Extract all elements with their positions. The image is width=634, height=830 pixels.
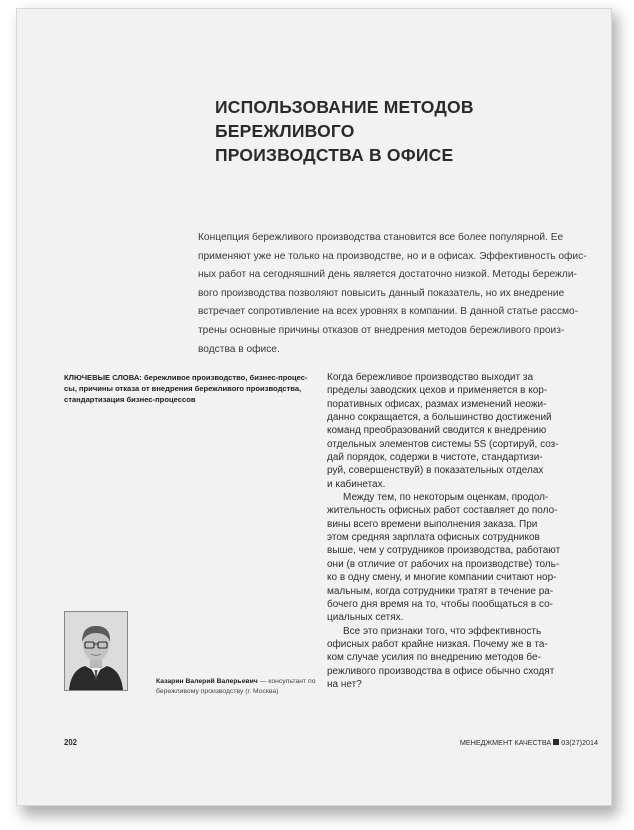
abstract-line: Концепция бережливого производства становится все более популярной. Ее [198,232,564,243]
body-line: Между тем, по некоторым оценкам, продол- [343,492,549,504]
body-line: офисных работ крайне низкая. Почему же в та- [327,638,548,650]
keywords-line: стандартизация бизнес-процессов [64,395,196,404]
square-icon [553,739,559,745]
keywords-line: КЛЮЧЕВЫЕ СЛОВА: бережливое производство, бизнес-процес- [64,373,308,382]
body-line: вины всего времени выполнения заказа. При [327,518,538,530]
body-line: режливого производства в офисе обычно сходят [327,665,555,677]
body-line: дай порядок, содержи в чистоте, стандартизи- [327,452,543,464]
abstract-line: вого производства позволяют повысить данный показатель, но их внедрение [198,287,565,299]
body-line: и кабинетах. [327,478,386,490]
body-line: на нет? [327,678,362,690]
author-caption [156,677,326,697]
body-line: жительность офисных работ составляет до поло- [327,505,558,517]
abstract-line: применяют уже не только на производстве, но и в офисах. Эффективность офис- [198,250,587,262]
article-title [215,95,595,167]
journal-name: МЕНЕДЖМЕНТ КАЧЕСТВА [459,738,552,747]
author-name: Казарин Валерий Валерьевич [156,678,258,685]
body-line: отдельных элементов системы 5S (сортируй, соз- [327,438,559,450]
body-line: данно сокращается, а большинство достижений [327,412,552,424]
abstract-line: встречает сопротивление на всех уровнях в компании. В данной статье рассмо- [198,306,579,318]
journal-footer [460,738,598,747]
body-line: пределы заводских цехов и применяется в кор- [327,385,548,397]
body-line: они (в отличие от рабочих на производстве) толь- [327,558,560,570]
body-line: поративных офисах, размах изменений неожи- [327,398,547,410]
author-portrait-image [65,612,127,690]
body-line: этом средняя зарплата офисных сотрудников [327,532,540,544]
body-line: циальных сетях. [327,612,404,624]
body-line: выше, чем у сотрудников производства, работают [327,545,561,557]
body-line: ком случае усилия по внедрению методов бе- [327,652,541,664]
body-line: ко в одну смену, и многие компании считают нор- [327,572,557,584]
article-body [327,371,577,691]
abstract-line: водства в офисе. [198,343,280,355]
title-line: ИСПОЛЬЗОВАНИЕ МЕТОДОВ БЕРЕЖЛИВОГО [215,97,474,141]
body-line: Все это признаки того, что эффективность [343,625,542,637]
article-abstract [198,229,587,359]
abstract-line: ных работ на сегодняшний день является достаточно низкой. Методы бережли- [198,269,577,281]
keywords-line: сы, причины отказа от внедрения бережливого производства, [64,384,302,393]
body-line: руй, совершенствуй) в показательных отделах [327,465,544,477]
author-role: — консультант по [257,678,316,685]
body-line: бочего дня время на то, чтобы пообщаться в со- [327,598,553,610]
title-line: ПРОИЗВОДСТВА В ОФИСЕ [215,145,454,165]
author-photo [64,611,128,691]
body-line: команд преобразований сводится к внедрению [327,425,547,437]
author-line [156,677,326,687]
author-role-line: бережливому производству (г. Москва) [156,688,279,695]
journal-issue: 03(27)2014 [561,738,598,747]
abstract-line: трены основные причины отказов от внедрения методов бережливого произ- [198,324,565,336]
body-line: мальным, когда сотрудники тратят в течение ра- [327,585,554,597]
page-number: 202 [64,738,78,747]
keywords-block [64,372,310,405]
body-line: Когда бережливое производство выходит за [327,372,534,383]
